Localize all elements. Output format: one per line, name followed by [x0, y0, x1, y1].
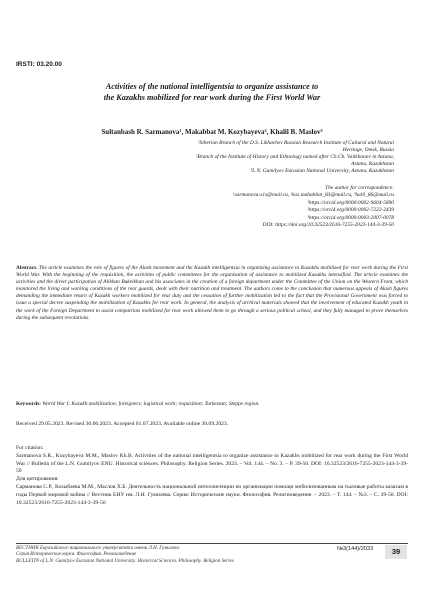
doi-link[interactable]: DOI: https://doi.org/10.32523/2616-7255-2023-144-3-39-50 [262, 222, 394, 229]
title-line: Activities of the national intelligentsia to organize assistance to [105, 82, 319, 91]
footer-journal-line: BULLETIN of L.N. Gumilyov Eurasian National University. Historical Sciences. Philosophy. Religion Series [16, 558, 234, 564]
affiliation-line: ³L.N. Gumilyov Eurasian National University, Astana, Kazakhstan [250, 168, 394, 174]
article-title [40, 81, 384, 103]
issue-number: №3(144)/2023 [337, 546, 374, 552]
keywords-label: Keywords: [16, 401, 41, 407]
orcid-link[interactable]: ¹https://orcid.org/0000-0002-9604-5890 [307, 199, 394, 206]
abstract-text: The article examines the role of figures of the Alash movement and the Kazakh intelligentsia in organizing assistance to Kazakhs mobilized for rear work during the First World War. With the beginning of the requisition, the activities of public committees for the organization of assistance to mobilized Kazakhs intensified. The article examines the activities and the direct participation of Alikhan Bukeikhan and his associates in the creation of a foreign department under the Committee of the Union on the Western Front, which monitored the living and working conditions of the rear guards, dealt with their nutrition and treatment. The authors come to the conclusion that numerous appeals of Alash figures demanding the immediate return of Kazakh workers mobilized for rear duty and the cessation of further mobilization led to the fact that the Provisional Government was forced to issue a special decree suspending the mobilization of Kazakhs for rear work. In general, the analysis of archival materials showed that the involvement of educated Kazakh youth in the work of the Foreign Department to assist compatriots mobilized for rear work allowed them to go through a serious political school, and they fully managed to prove themselves during the subsequent revolutions. [16, 265, 408, 321]
correspondence-block [233, 185, 394, 229]
abstract-label: Abstract. [16, 265, 38, 271]
affiliation-line: ¹Siberian Branch of the D.S. Likhachev Russian Research Institute of Cultural and Natural [197, 140, 394, 146]
correspondence-heading: The author for correspondence: [325, 185, 394, 191]
citation-en: Sarmanova S.R., Kozybayeva M.M., Maslov Kh.B. Activities of the national intelligentsia to organize assistance to Kazakhs mobilized for rear work during the First World War // Bulletin of the L.N. Gumilyov ENU. Historical sciences. Philosophy. Religion Series. 2023. – Vol. 144. – No. 3. – P. 39-50. DOI: 10.32523/2616-7255-2023-144-3-39-50 [16, 452, 408, 475]
citation-label: For citation: [16, 445, 44, 451]
citation-ru: Сарманова С.Р., Козыбаева М.М., Маслов Х.Б. Деятельность национальной интеллигенции по организации помощи мобилизованным на тыловые работы казахам в годы Первой мировой войны // Вестник ЕНУ им. Л.Н. Гумилева. Серия: Исторические науки. Философия. Религиоведение. – 2023. – Т. 144. – №3. – С. 39-50. DOI: 10.32523/2616-7255-2023-144-3-39-50 [16, 483, 408, 506]
affiliation-line: Astana, Kazakhstan [351, 161, 394, 167]
citation-ru-label: Для цитирования: [16, 476, 59, 483]
footer-journal-line: Серия Исторические науки. Философия. Религиоведение [16, 552, 137, 558]
orcid-link[interactable]: ²https://orcid.org/0000-0002-7222-2439 [307, 207, 394, 214]
article-dates: Received 29.05.2023. Revised 30.06.2023. Accepted 01.07.2023. Available online 30.09.2023. [16, 421, 229, 427]
page-number: 39 [385, 545, 407, 559]
affiliations [30, 140, 394, 175]
abstract [16, 265, 408, 322]
affiliation-line: ²Branch of the Institute of History and Ethnology named after Ch.Ch. Valikhanov in Astana, [195, 154, 394, 160]
affiliation-line: Heritage, Omsk, Russia [342, 147, 394, 153]
keywords [16, 401, 408, 408]
footer-journal [16, 546, 234, 565]
orcid-link[interactable]: ³https://orcid.org/0000-0003-2007-0078 [307, 214, 394, 221]
citation-block [16, 445, 408, 507]
title-line: the Kazakhs mobilized for rear work during the First World War [103, 93, 321, 102]
author-list: Sultanbash R. Sarmanova¹, Makabbat M. Kozybayeva², Khalil B. Maslov³ [101, 128, 323, 136]
irsti-code: IRSTI: 03.20.00 [16, 61, 62, 68]
author-emails[interactable]: ¹sarmanova-s1s@mail.ru, ²koz.mahabbat_83@mail.ru, ³halil_86@mail.ru [232, 192, 394, 199]
footer-journal-line: ВЕСТНИК Евразийского национального университета имени Л.Н. Гумилева. [16, 546, 181, 551]
footer-divider [16, 543, 408, 544]
keywords-text: World War I; Kazakh mobilization; foreigners; logistical work; requisition; Turkestan; Steppe region. [42, 401, 260, 407]
